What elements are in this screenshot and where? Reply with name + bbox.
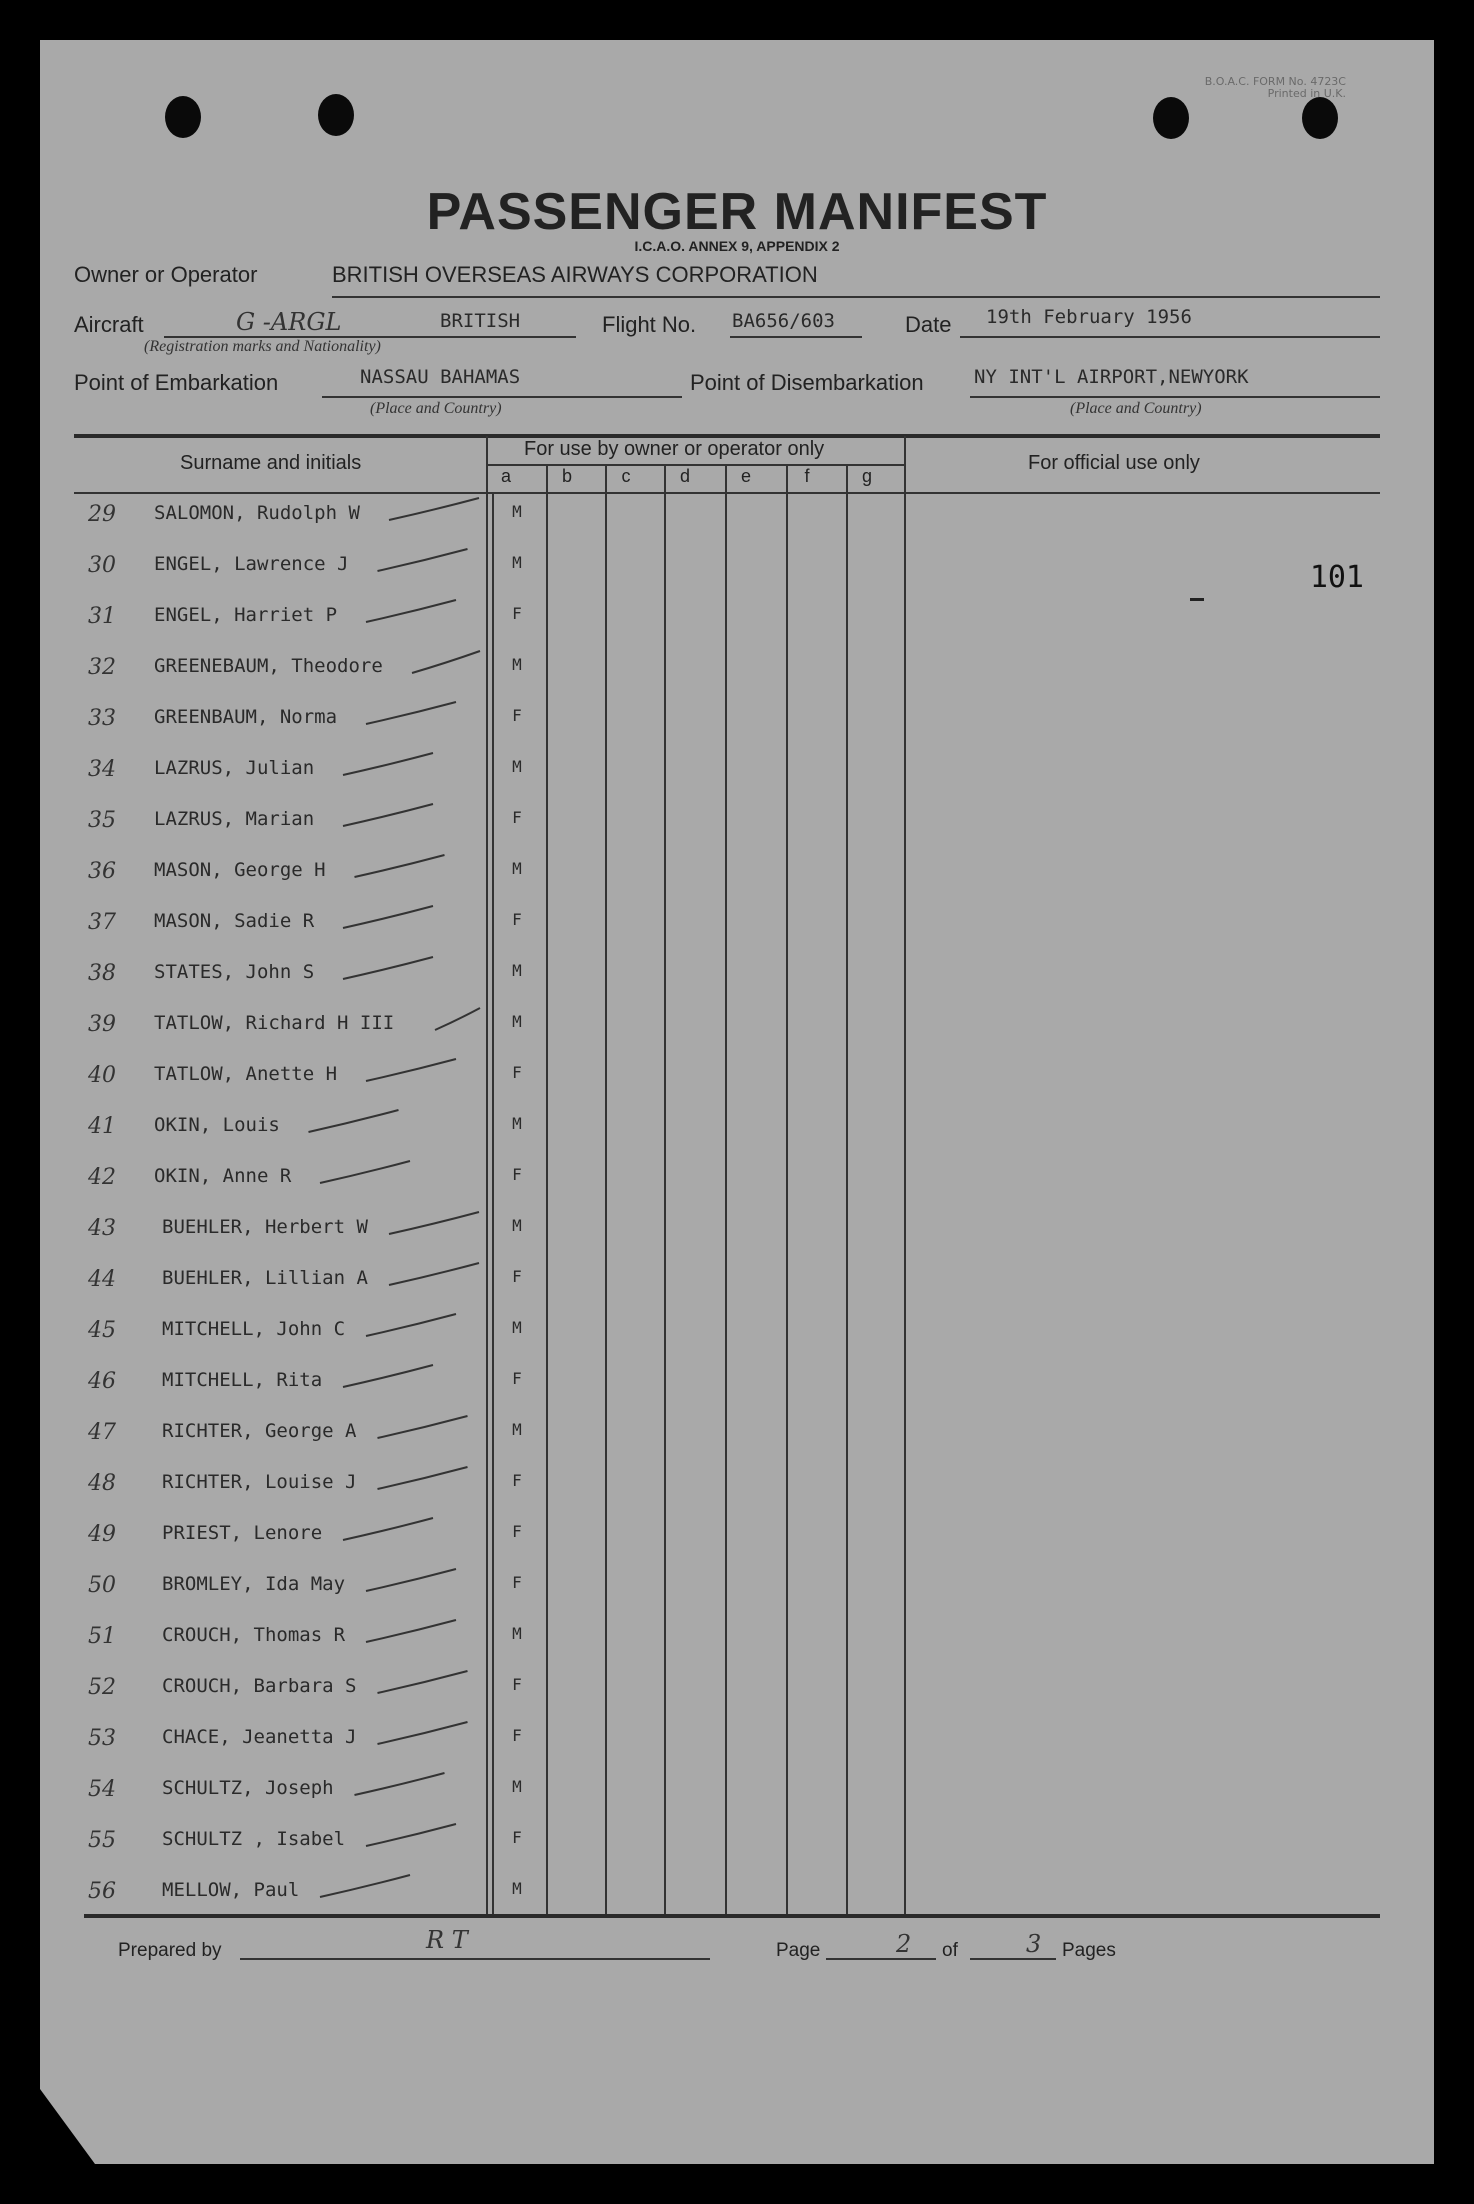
passenger-sex: M <box>512 1777 522 1796</box>
passenger-number: 53 <box>88 1726 116 1751</box>
passenger-number: 50 <box>88 1573 116 1598</box>
pages-underline <box>970 1958 1056 1960</box>
passenger-number: 47 <box>88 1420 116 1445</box>
embarkation-note: (Place and Country) <box>370 400 502 417</box>
of-label: of <box>942 1940 958 1961</box>
passenger-sex: M <box>512 1879 522 1898</box>
page-number: 2 <box>896 1930 912 1958</box>
passenger-sex: M <box>512 655 522 674</box>
table-row <box>40 1369 1434 1399</box>
passenger-sex: F <box>512 1471 522 1490</box>
passenger-name: RICHTER, George A <box>162 1420 357 1442</box>
passenger-number: 32 <box>88 655 116 680</box>
passenger-name: SALOMON, Rudolph W <box>154 502 360 524</box>
table-row <box>40 859 1434 889</box>
passenger-sex: M <box>512 1624 522 1643</box>
passenger-number: 51 <box>88 1624 116 1649</box>
passenger-number: 29 <box>88 502 116 527</box>
passenger-sex: M <box>512 553 522 572</box>
subcolumn-b: b <box>561 466 572 486</box>
table-row <box>40 1267 1434 1297</box>
subcolumn-a: a <box>500 466 511 486</box>
passenger-name: PRIEST, Lenore <box>162 1522 323 1544</box>
passenger-name: MASON, Sadie R <box>154 910 315 932</box>
embarkation-value: NASSAU BAHAMAS <box>360 366 521 388</box>
table-row <box>40 655 1434 685</box>
passenger-number: 37 <box>88 910 116 935</box>
table-row <box>40 757 1434 787</box>
passenger-sex: M <box>512 859 522 878</box>
passenger-name: STATES, John S <box>154 961 315 983</box>
passenger-name: LAZRUS, Julian <box>154 757 315 779</box>
passenger-name: BROMLEY, Ida May <box>162 1573 346 1595</box>
page-underline <box>826 1958 936 1960</box>
owner-value: BRITISH OVERSEAS AIRWAYS CORPORATION <box>332 262 818 287</box>
passenger-number: 52 <box>88 1675 116 1700</box>
disembarkation-note: (Place and Country) <box>1070 400 1202 417</box>
table-row <box>40 1012 1434 1042</box>
passenger-name: CROUCH, Barbara S <box>162 1675 357 1697</box>
table-bottom-rule <box>84 1914 1380 1918</box>
owner-label: Owner or Operator <box>74 262 258 287</box>
passenger-name: SCHULTZ , Isabel <box>162 1828 346 1850</box>
table-row <box>40 1114 1434 1144</box>
passenger-sex: F <box>512 910 522 929</box>
prepared-by-label: Prepared by <box>118 1940 222 1961</box>
passenger-sex: F <box>512 1522 522 1541</box>
passenger-sex: F <box>512 1267 522 1286</box>
passenger-name: MASON, George H <box>154 859 326 881</box>
official-mark: 101 <box>1309 560 1364 595</box>
passenger-number: 31 <box>88 604 116 629</box>
surname-header: Surname and initials <box>180 452 362 474</box>
passenger-number: 55 <box>88 1828 116 1853</box>
date-value: 19th February 1956 <box>986 306 1192 328</box>
passenger-number: 41 <box>88 1114 116 1139</box>
passenger-number: 42 <box>88 1165 116 1190</box>
passenger-sex: F <box>512 604 522 623</box>
table-row <box>40 1675 1434 1705</box>
passenger-name: ENGEL, Lawrence J <box>154 553 349 575</box>
passenger-number: 45 <box>88 1318 116 1343</box>
passenger-number: 40 <box>88 1063 116 1088</box>
table-row <box>40 1063 1434 1093</box>
passenger-name: BUEHLER, Herbert W <box>162 1216 368 1238</box>
subcolumn-g: g <box>861 466 872 486</box>
passenger-name: CHACE, Jeanetta J <box>162 1726 357 1748</box>
passenger-sex: M <box>512 961 522 980</box>
subcolumn-d: d <box>679 466 690 486</box>
passenger-sex: F <box>512 1573 522 1592</box>
subcolumn-f: f <box>804 466 810 486</box>
subcolumn-c: c <box>621 466 631 486</box>
passenger-sex: F <box>512 1165 522 1184</box>
aircraft-registration: G -ARGL <box>236 308 342 336</box>
passenger-sex: M <box>512 1012 522 1031</box>
table-row <box>40 1879 1434 1909</box>
table-row <box>40 961 1434 991</box>
passenger-number: 34 <box>88 757 116 782</box>
table-row <box>40 1420 1434 1450</box>
owner-use-header: For use by owner or operator only <box>524 438 825 460</box>
pages-label: Pages <box>1062 1940 1116 1961</box>
table-row <box>40 604 1434 634</box>
passenger-sex: M <box>512 1216 522 1235</box>
disembarkation-label: Point of Disembarkation <box>690 370 924 395</box>
flight-value: BA656/603 <box>732 310 835 332</box>
passenger-number: 48 <box>88 1471 116 1496</box>
table-row <box>40 1777 1434 1807</box>
passenger-number: 56 <box>88 1879 116 1904</box>
passenger-sex: F <box>512 1726 522 1745</box>
table-row <box>40 502 1434 532</box>
passenger-name: CROUCH, Thomas R <box>162 1624 346 1646</box>
aircraft-nationality: BRITISH <box>440 310 521 332</box>
passenger-number: 33 <box>88 706 116 731</box>
table-row <box>40 1318 1434 1348</box>
subcolumn-e: e <box>740 466 751 486</box>
passenger-name: BUEHLER, Lillian A <box>162 1267 368 1289</box>
embarkation-label: Point of Embarkation <box>74 370 279 395</box>
table-row <box>40 1216 1434 1246</box>
table-row <box>40 1165 1434 1195</box>
passenger-name: GREENBAUM, Norma <box>154 706 338 728</box>
passenger-number: 30 <box>88 553 116 578</box>
passenger-number: 49 <box>88 1522 116 1547</box>
manifest-sheet <box>40 40 1434 2164</box>
passenger-sex: F <box>512 706 522 725</box>
passenger-sex: F <box>512 808 522 827</box>
form-number: B.O.A.C. FORM No. 4723C Printed in U.K. <box>1204 75 1346 100</box>
passenger-name: RICHTER, Louise J <box>162 1471 357 1493</box>
passenger-sex: F <box>512 1369 522 1388</box>
table-row <box>40 910 1434 940</box>
table-row <box>40 553 1434 583</box>
flight-label: Flight No. <box>602 312 697 337</box>
page-subtitle: I.C.A.O. ANNEX 9, APPENDIX 2 <box>634 238 840 254</box>
disembarkation-value: NY INT'L AIRPORT,NEWYORK <box>974 366 1249 388</box>
table-row <box>40 1573 1434 1603</box>
passenger-sex: F <box>512 1828 522 1847</box>
passenger-number: 54 <box>88 1777 116 1802</box>
passenger-name: TATLOW, Anette H <box>154 1063 338 1085</box>
official-use-header: For official use only <box>1028 452 1200 474</box>
prepared-underline <box>240 1958 710 1960</box>
passenger-name: TATLOW, Richard H III <box>154 1012 395 1034</box>
passenger-sex: M <box>512 502 522 521</box>
passenger-name: OKIN, Anne R <box>154 1165 292 1187</box>
page-label: Page <box>776 1940 821 1961</box>
passenger-number: 38 <box>88 961 116 986</box>
table-row <box>40 706 1434 736</box>
aircraft-note: (Registration marks and Nationality) <box>144 338 381 355</box>
passenger-sex: F <box>512 1675 522 1694</box>
aircraft-label: Aircraft <box>74 312 144 337</box>
passenger-name: MITCHELL, Rita <box>162 1369 323 1391</box>
passenger-sex: F <box>512 1063 522 1082</box>
passenger-number: 43 <box>88 1216 116 1241</box>
table-row <box>40 1471 1434 1501</box>
passenger-name: OKIN, Louis <box>154 1114 280 1136</box>
table-row <box>40 1624 1434 1654</box>
passenger-name: MITCHELL, John C <box>162 1318 346 1340</box>
passenger-number: 46 <box>88 1369 116 1394</box>
table-row <box>40 1828 1434 1858</box>
passenger-number: 36 <box>88 859 116 884</box>
passenger-name: GREENEBAUM, Theodore <box>154 655 383 677</box>
passenger-name: ENGEL, Harriet P <box>154 604 338 626</box>
passenger-sex: M <box>512 757 522 776</box>
passenger-sex: M <box>512 1420 522 1439</box>
pages-total: 3 <box>1026 1930 1042 1958</box>
date-label: Date <box>905 312 952 337</box>
table-row <box>40 1726 1434 1756</box>
passenger-sex: M <box>512 1318 522 1337</box>
page-title: PASSENGER MANIFEST <box>426 183 1048 241</box>
passenger-name: SCHULTZ, Joseph <box>162 1777 334 1799</box>
passenger-number: 35 <box>88 808 116 833</box>
table-row <box>40 1522 1434 1552</box>
passenger-sex: M <box>512 1114 522 1133</box>
passenger-name: LAZRUS, Marian <box>154 808 315 830</box>
prepared-by-value: R T <box>426 1926 468 1954</box>
passenger-name: MELLOW, Paul <box>162 1879 300 1901</box>
passenger-number: 39 <box>88 1012 116 1037</box>
passenger-number: 44 <box>88 1267 116 1292</box>
table-row <box>40 808 1434 838</box>
